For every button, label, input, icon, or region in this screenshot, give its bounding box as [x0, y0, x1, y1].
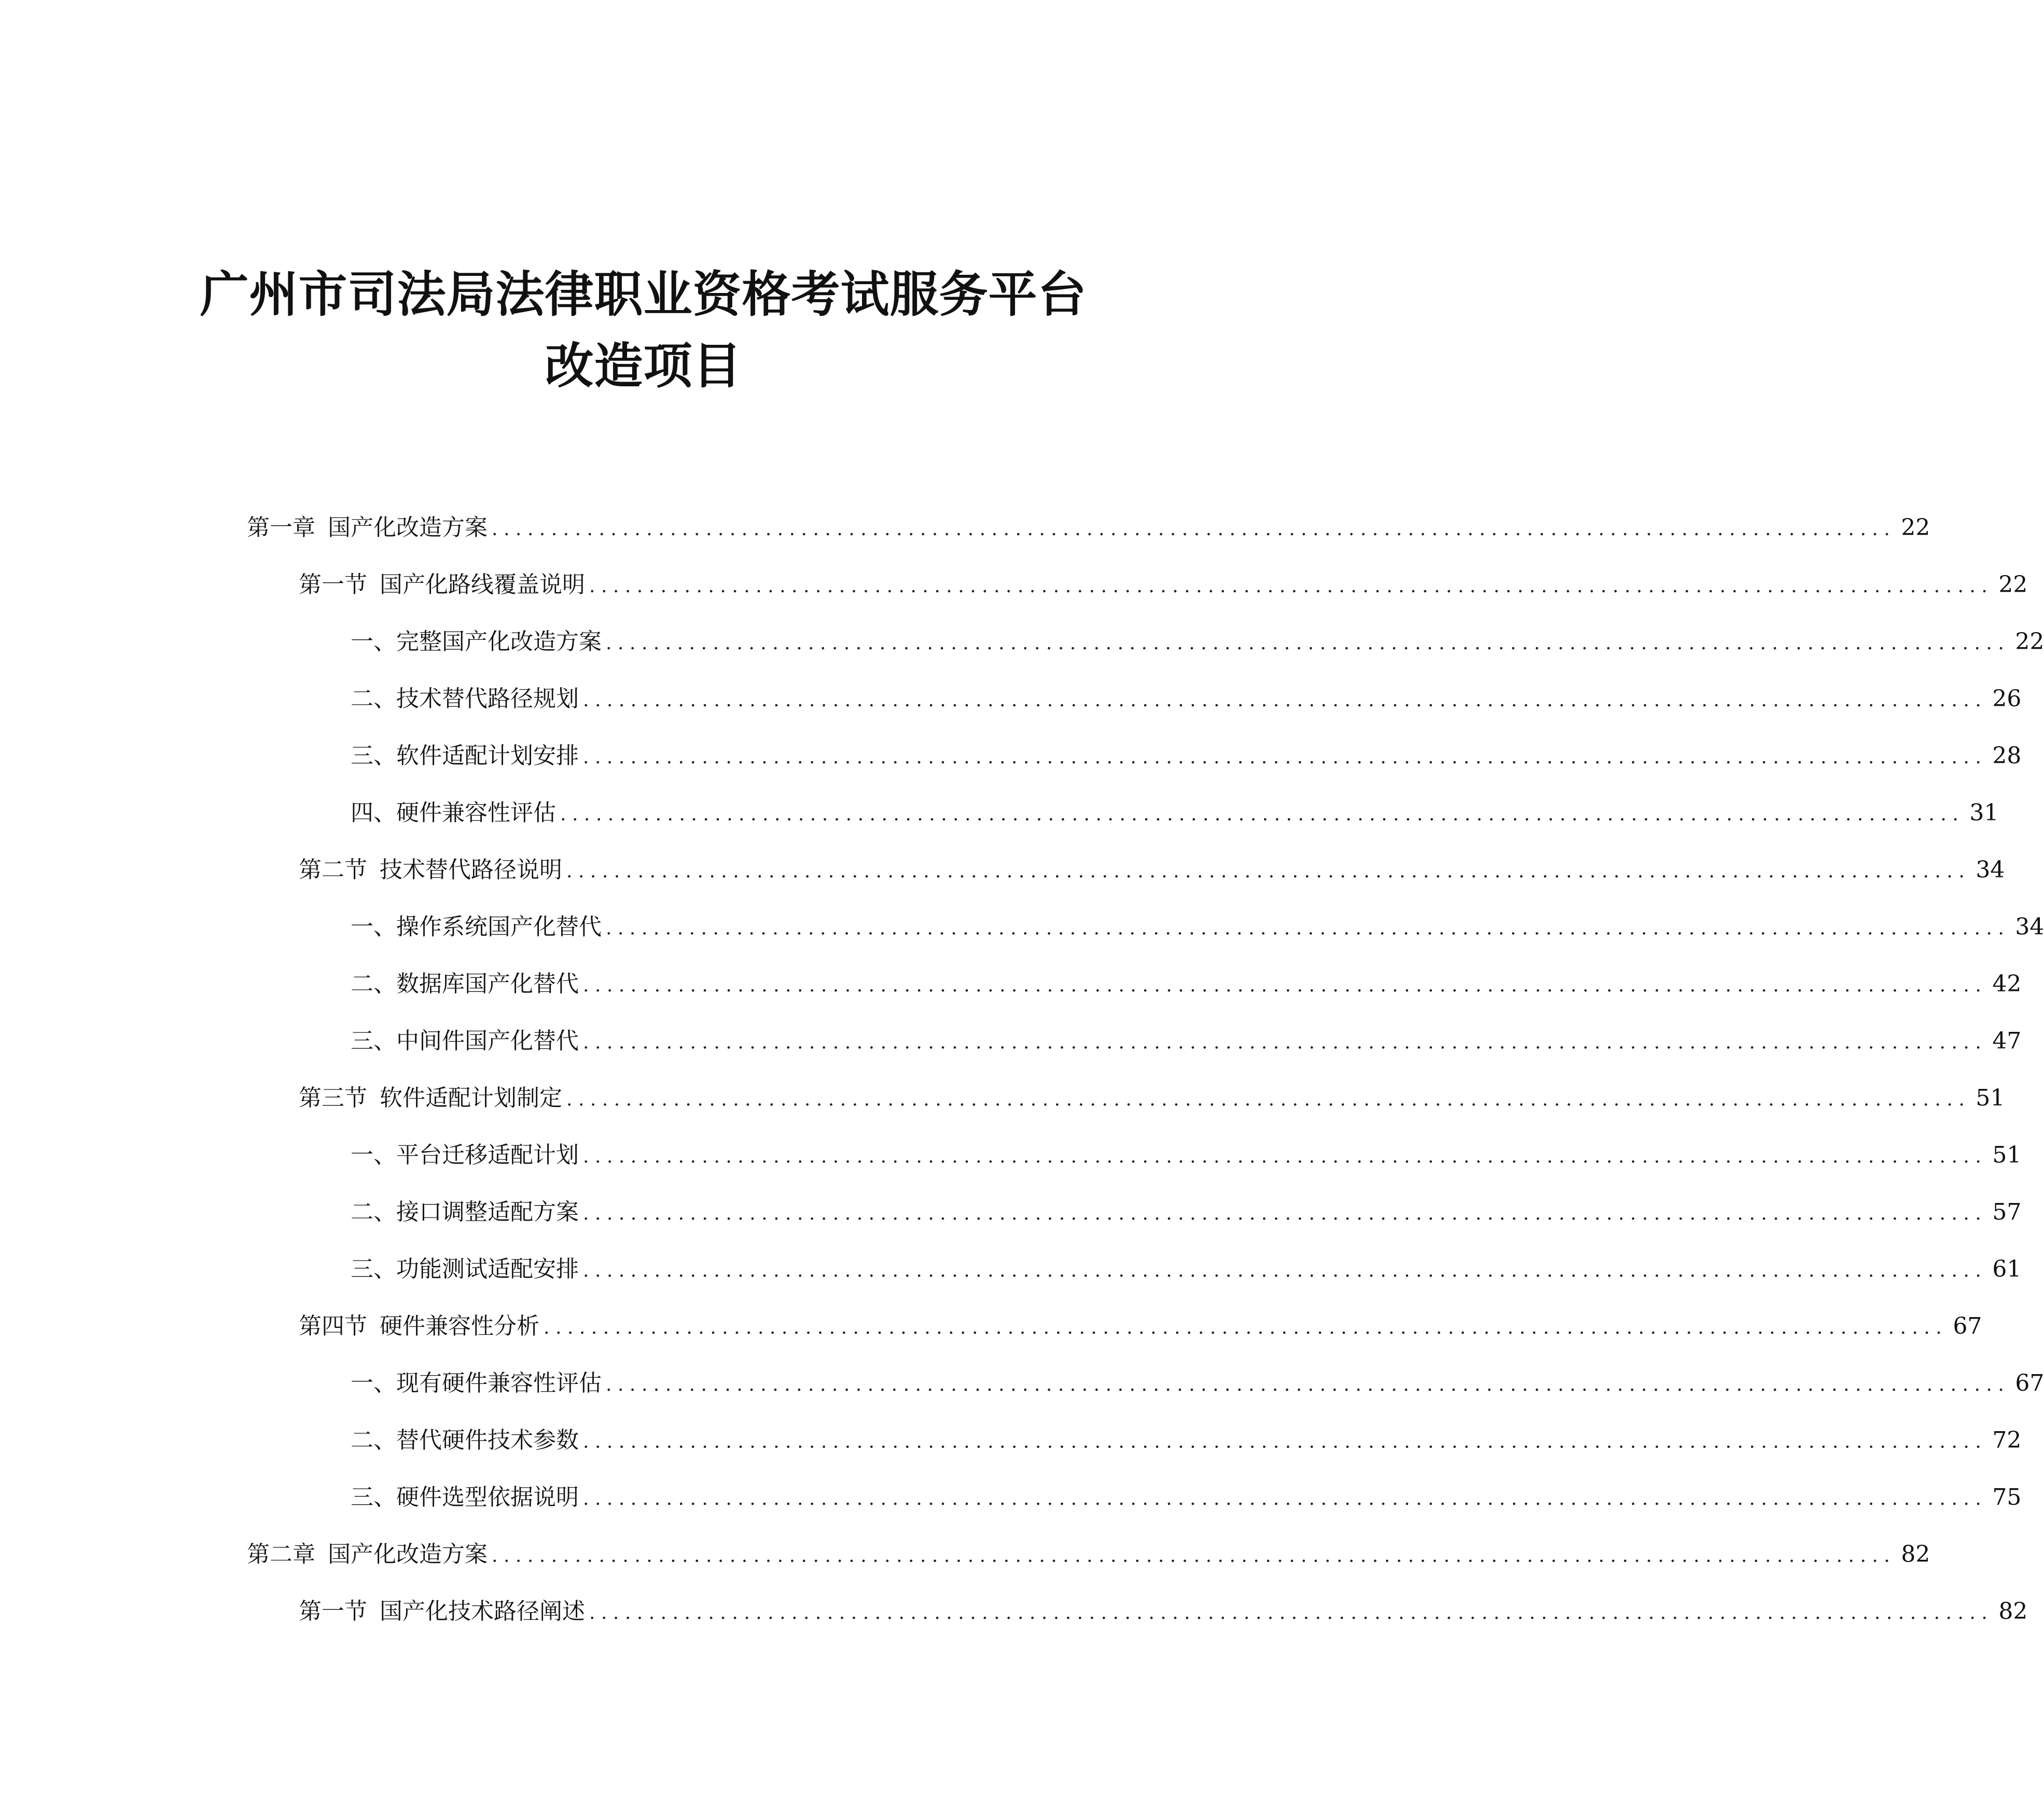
toc-entry-text: 硬件兼容性评估	[396, 800, 556, 826]
toc-dot-leader: ......................................................................................................................	[566, 861, 1971, 882]
toc-entry-number: 二、	[351, 685, 396, 712]
toc-entry-number: 第二节	[299, 857, 367, 883]
toc-dot-leader: ......................................................................................................................	[583, 690, 1987, 711]
toc-entry-page: 28	[1992, 743, 2022, 769]
toc-dot-leader: ......................................................................................................................	[583, 975, 1987, 996]
toc-dot-leader: ......................................................................................................................	[606, 633, 2010, 654]
toc-entry-text: 平台迁移适配计划	[396, 1142, 579, 1168]
toc-entry-page: 67	[1953, 1313, 1982, 1339]
title-line-1: 广州市司法局法律职业资格考试服务平台	[200, 267, 1087, 323]
toc-entry-text: 国产化技术路径阐述	[380, 1598, 585, 1625]
toc-entry-page: 51	[1992, 1142, 2022, 1168]
title-line-2: 改造项目	[545, 338, 742, 395]
toc-entry-page: 51	[1976, 1085, 2005, 1111]
toc-dot-leader: ......................................................................................................................	[589, 1602, 1994, 1624]
toc-entry[interactable]	[351, 625, 2044, 659]
toc-entry-text: 硬件选型依据说明	[396, 1484, 579, 1510]
toc-entry-page: 22	[1901, 514, 1930, 541]
toc-entry-text: 替代硬件技术参数	[396, 1427, 579, 1453]
toc-entry-number: 第三节	[299, 1085, 367, 1111]
toc-entry-number: 二、	[351, 971, 396, 997]
toc-entry-number: 一、	[351, 1142, 396, 1168]
toc-entry[interactable]	[351, 682, 2022, 716]
toc-entry-number: 第二章	[247, 1541, 315, 1568]
toc-entry-page: 47	[1992, 1028, 2022, 1054]
toc-entry-page: 31	[1969, 800, 1999, 826]
toc-dot-leader: ......................................................................................................................	[583, 1431, 1987, 1452]
toc-entry-number: 第一节	[299, 571, 367, 598]
toc-entry[interactable]	[351, 910, 2044, 944]
toc-dot-leader: ......................................................................................................................	[583, 1203, 1987, 1224]
toc-entry[interactable]	[299, 853, 2005, 887]
document-title	[0, 259, 1287, 402]
toc-entry-number: 三、	[351, 1256, 396, 1282]
toc-dot-leader: ......................................................................................................................	[583, 1146, 1987, 1167]
toc-entry[interactable]	[299, 1309, 1982, 1344]
toc-dot-leader: ......................................................................................................................	[589, 576, 1994, 597]
toc-entry-text: 现有硬件兼容性评估	[396, 1370, 602, 1396]
toc-entry-number: 第四节	[299, 1313, 367, 1339]
toc-entry-text: 国产化路线覆盖说明	[380, 571, 585, 598]
toc-dot-leader: ......................................................................................................................	[583, 747, 1987, 768]
toc-entry-number: 第一节	[299, 1598, 367, 1625]
toc-dot-leader: ......................................................................................................................	[606, 1374, 2010, 1395]
toc-entry-text: 软件适配计划制定	[380, 1085, 562, 1111]
toc-entry-text: 完整国产化改造方案	[396, 628, 602, 655]
toc-entry-page: 34	[1976, 857, 2005, 883]
toc-entry-text: 技术替代路径说明	[380, 857, 562, 883]
toc-entry-page: 61	[1992, 1256, 2022, 1282]
toc-dot-leader: ......................................................................................................................	[583, 1032, 1987, 1053]
toc-entry-page: 75	[1992, 1484, 2022, 1510]
toc-entry-text: 操作系统国产化替代	[396, 914, 602, 940]
toc-entry-page: 82	[1901, 1541, 1930, 1568]
toc-entry-page: 67	[2015, 1370, 2044, 1396]
toc-entry-text: 接口调整适配方案	[396, 1199, 579, 1225]
toc-entry[interactable]	[351, 796, 1999, 830]
toc-dot-leader: ......................................................................................................................	[583, 1260, 1987, 1281]
toc-entry[interactable]	[351, 1195, 2022, 1229]
toc-entry[interactable]	[351, 739, 2022, 773]
toc-entry-number: 二、	[351, 1427, 396, 1453]
toc-dot-leader: ......................................................................................................................	[560, 804, 1965, 825]
toc-entry-number: 一、	[351, 628, 396, 655]
toc-entry[interactable]	[299, 568, 2028, 602]
toc-entry-number: 第一章	[247, 514, 315, 541]
toc-entry-number: 三、	[351, 1484, 396, 1510]
toc-dot-leader: ......................................................................................................................	[544, 1317, 1948, 1338]
toc-entry-text: 功能测试适配安排	[396, 1256, 579, 1282]
toc-dot-leader: ......................................................................................................................	[492, 1545, 1896, 1566]
toc-entry-text: 硬件兼容性分析	[380, 1313, 539, 1339]
toc-entry-page: 57	[1992, 1199, 2022, 1225]
toc-dot-leader: ......................................................................................................................	[583, 1488, 1987, 1509]
toc-entry-page: 26	[1992, 685, 2022, 712]
toc-entry[interactable]	[351, 1252, 2022, 1286]
toc-entry-number: 四、	[351, 800, 396, 826]
toc-entry-number: 三、	[351, 1028, 396, 1054]
toc-entry[interactable]	[351, 1138, 2022, 1172]
toc-entry-number: 一、	[351, 1370, 396, 1396]
toc-entry-text: 数据库国产化替代	[396, 971, 579, 997]
toc-entry-page: 82	[1998, 1598, 2028, 1625]
toc-entry[interactable]	[351, 1024, 2022, 1058]
toc-entry-text: 中间件国产化替代	[396, 1028, 579, 1054]
toc-entry-text: 国产化改造方案	[328, 1541, 488, 1568]
toc-entry-page: 72	[1992, 1427, 2022, 1453]
toc-entry-number: 一、	[351, 914, 396, 940]
toc-entry-number: 二、	[351, 1199, 396, 1225]
toc-entry[interactable]	[351, 1480, 2022, 1515]
toc-entry[interactable]	[247, 511, 1930, 545]
toc-entry-page: 22	[1998, 571, 2028, 598]
toc-dot-leader: ......................................................................................................................	[606, 918, 2010, 939]
toc-entry[interactable]	[247, 1537, 1930, 1572]
toc-entry[interactable]	[351, 967, 2022, 1001]
toc-entry-page: 22	[2015, 628, 2044, 655]
toc-entry[interactable]	[351, 1366, 2044, 1401]
toc-entry-page: 34	[2015, 914, 2044, 940]
toc-entry[interactable]	[299, 1594, 2028, 1629]
toc-entry[interactable]	[299, 1081, 2005, 1115]
toc-entry[interactable]	[351, 1423, 2022, 1458]
toc-dot-leader: ......................................................................................................................	[566, 1089, 1971, 1110]
toc-entry-number: 三、	[351, 743, 396, 769]
toc-entry-text: 软件适配计划安排	[396, 743, 579, 769]
toc-entry-page: 42	[1992, 971, 2022, 997]
toc-entry-text: 国产化改造方案	[328, 514, 488, 541]
toc-entry-text: 技术替代路径规划	[396, 685, 579, 712]
toc-dot-leader: ......................................................................................................................	[492, 519, 1896, 540]
